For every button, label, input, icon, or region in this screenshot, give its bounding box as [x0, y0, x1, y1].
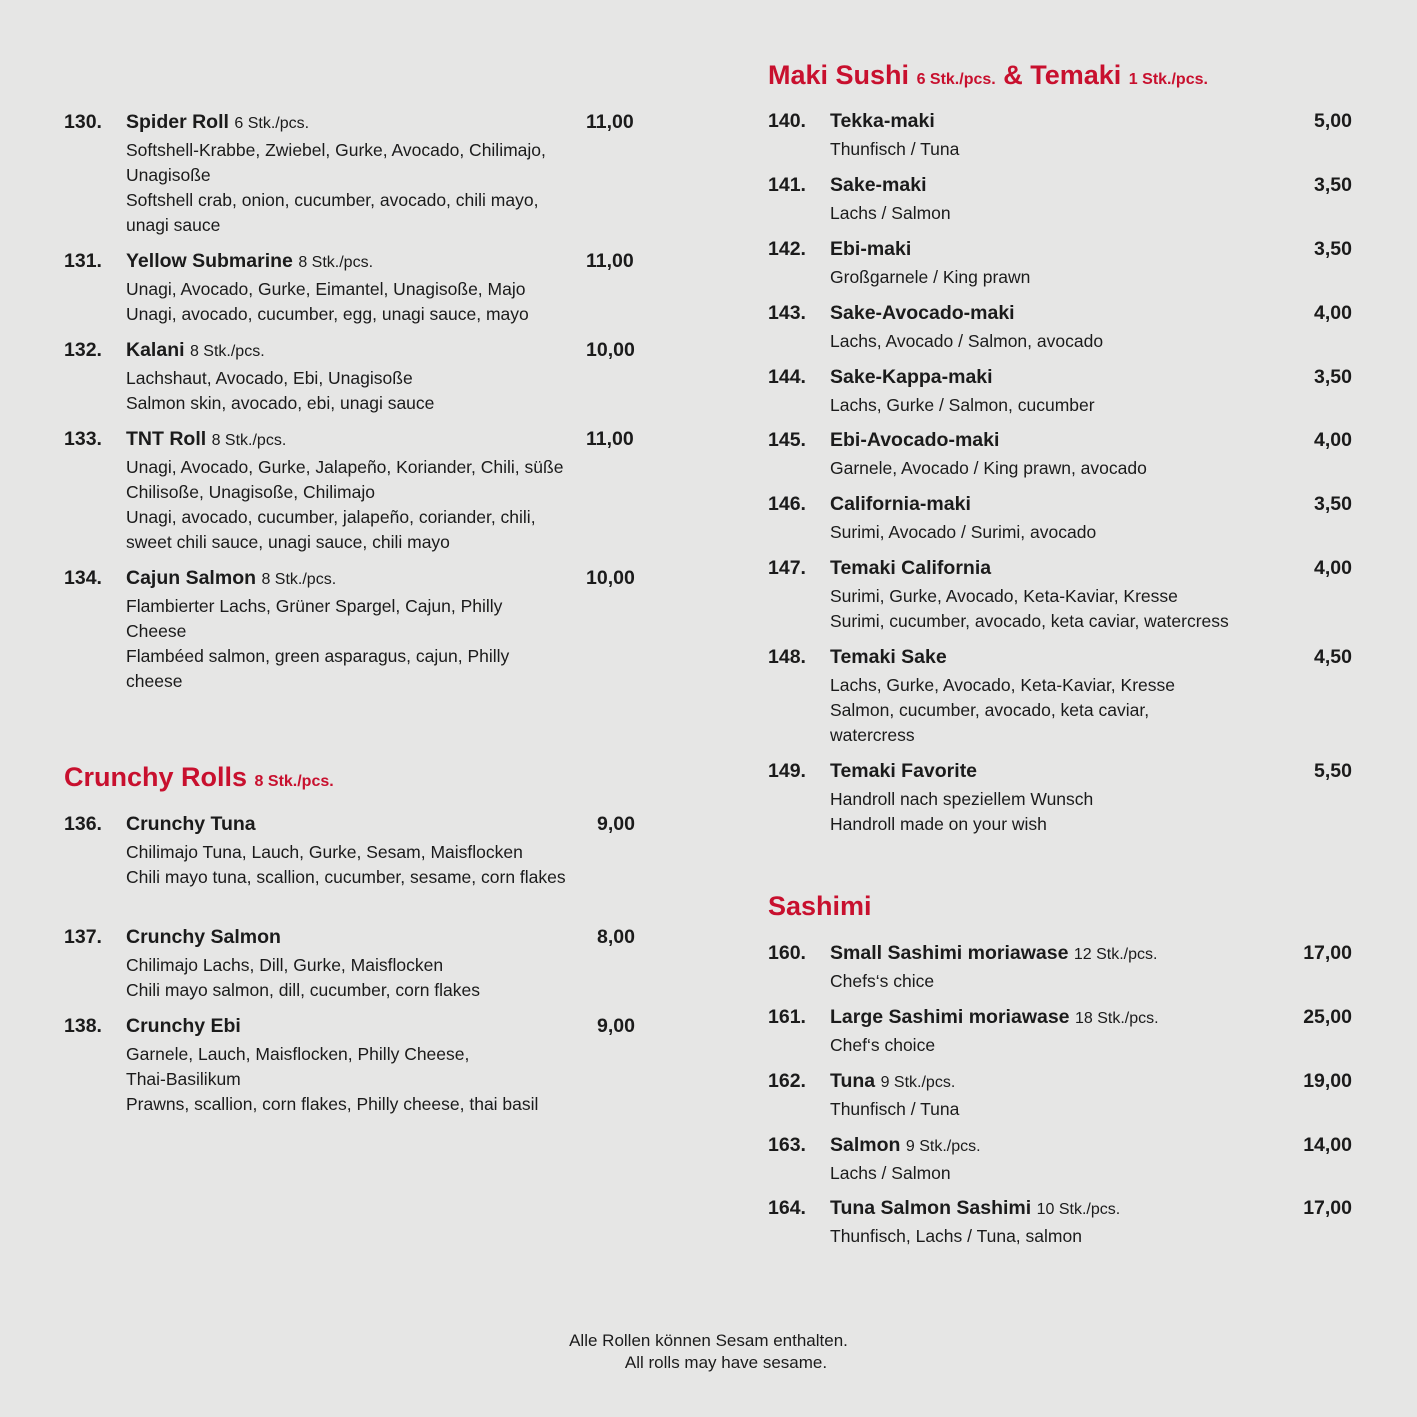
item-name: Sake-maki	[830, 174, 927, 196]
item-name: Large Sashimi moriawase 18 Stk./pcs.	[830, 1006, 1159, 1028]
item-description: Chef‘s choice	[830, 1035, 936, 1055]
menu-item-130	[64, 111, 654, 238]
item-name: Temaki Sake	[830, 646, 947, 668]
description-english: Salmon, cucumber, avocado, keta caviar, watercress	[830, 700, 1150, 745]
item-price: 14,00	[1303, 1134, 1352, 1156]
description-german: Unagi, Avocado, Gurke, Jalapeño, Koriander, Chili, süße Chilisoße, Unagisoße, Chilimajo	[126, 457, 564, 502]
description-german: Flambierter Lachs, Grüner Spargel, Cajun, Philly Cheese	[126, 596, 503, 641]
item-description: Chefs‘s chice	[830, 971, 935, 991]
item-number: 147.	[768, 557, 806, 579]
item-description	[126, 594, 566, 694]
description-german: Softshell-Krabbe, Zwiebel, Gurke, Avocado, Chilimajo, Unagisoße	[126, 140, 546, 185]
item-name: Ebi-Avocado-maki	[830, 429, 1000, 451]
item-description: Thunfisch / Tuna	[830, 1099, 960, 1119]
item-name: Sake-Kappa-maki	[830, 366, 993, 388]
description-english: Unagi, avocado, cucumber, jalapeño, coriander, chili, sweet chili sauce, unagi sauce, chili mayo	[126, 507, 536, 552]
item-number: 161.	[768, 1006, 806, 1028]
menu-item-133	[64, 428, 654, 555]
menu-item-140	[768, 110, 1358, 162]
item-pieces: 9 Stk./pcs.	[905, 1138, 981, 1155]
item-number: 137.	[64, 926, 102, 948]
item-price: 3,50	[1314, 366, 1352, 388]
item-number: 148.	[768, 646, 806, 668]
item-price: 3,50	[1314, 174, 1352, 196]
menu-item-136	[64, 813, 654, 890]
item-name: Yellow Submarine 8 Stk./pcs.	[126, 250, 374, 272]
item-number: 142.	[768, 238, 806, 260]
item-description	[830, 787, 1358, 837]
description-german: Surimi, Gurke, Avocado, Keta-Kaviar, Kresse	[830, 586, 1178, 606]
item-number: 164.	[768, 1197, 806, 1219]
item-name: Temaki Favorite	[830, 760, 978, 782]
section-pieces: 6 Stk./pcs.	[916, 71, 996, 88]
item-description: Lachs, Avocado / Salmon, avocado	[830, 331, 1104, 351]
description-german: Handroll nach speziellem Wunsch	[830, 789, 1094, 809]
item-price: 11,00	[586, 428, 634, 450]
menu-item-138	[64, 1015, 654, 1117]
item-name: Tuna 9 Stk./pcs.	[830, 1070, 956, 1092]
item-number: 130.	[64, 111, 102, 133]
item-price: 4,00	[1314, 557, 1352, 579]
item-number: 140.	[768, 110, 806, 132]
item-name: Salmon 9 Stk./pcs.	[830, 1134, 981, 1156]
item-number: 144.	[768, 366, 806, 388]
item-name: Ebi-maki	[830, 238, 912, 260]
item-name: Temaki California	[830, 557, 992, 579]
item-name: Kalani 8 Stk./pcs.	[126, 339, 265, 361]
section-title-maki-temaki: Maki Sushi 6 Stk./pcs. & Temaki 1 Stk./pcs.	[768, 60, 1208, 90]
item-number: 146.	[768, 493, 806, 515]
description-english: Salmon skin, avocado, ebi, unagi sauce	[126, 393, 435, 413]
item-price: 17,00	[1303, 942, 1352, 964]
menu-item-164	[768, 1197, 1358, 1249]
item-number: 134.	[64, 567, 102, 589]
item-name: Crunchy Salmon	[126, 926, 281, 948]
item-number: 133.	[64, 428, 102, 450]
item-price: 11,00	[586, 111, 634, 133]
item-name: Crunchy Ebi	[126, 1015, 241, 1037]
description-english: Flambéed salmon, green asparagus, cajun, Philly cheese	[126, 646, 510, 691]
item-price: 4,50	[1314, 646, 1352, 668]
item-description	[126, 953, 586, 1003]
item-description	[830, 584, 1358, 634]
item-price: 4,00	[1314, 302, 1352, 324]
menu-item-146	[768, 493, 1358, 545]
item-name: TNT Roll 8 Stk./pcs.	[126, 428, 287, 450]
item-pieces: 9 Stk./pcs.	[880, 1074, 956, 1091]
item-price: 11,00	[586, 250, 634, 272]
item-number: 145.	[768, 429, 806, 451]
item-description	[126, 277, 586, 327]
item-description	[830, 673, 1230, 748]
item-description	[126, 840, 566, 890]
description-german: Chilimajo Lachs, Dill, Gurke, Maisflocken	[126, 955, 444, 975]
description-english: Unagi, avocado, cucumber, egg, unagi sauce, mayo	[126, 304, 529, 324]
menu-item-161	[768, 1006, 1358, 1058]
menu-item-144	[768, 366, 1358, 418]
item-description: Lachs / Salmon	[830, 1163, 951, 1183]
menu-item-137	[64, 926, 654, 1003]
item-description: Thunfisch / Tuna	[830, 139, 960, 159]
menu-item-134	[64, 567, 654, 694]
item-price: 3,50	[1314, 238, 1352, 260]
menu-item-160	[768, 942, 1358, 994]
item-description: Garnele, Avocado / King prawn, avocado	[830, 458, 1147, 478]
item-description: Großgarnele / King prawn	[830, 267, 1031, 287]
item-number: 149.	[768, 760, 806, 782]
menu-item-145	[768, 429, 1358, 481]
item-number: 163.	[768, 1134, 806, 1156]
description-english: Softshell crab, onion, cucumber, avocado, chili mayo, unagi sauce	[126, 190, 539, 235]
menu-item-148	[768, 646, 1358, 748]
description-german: Lachs, Gurke, Avocado, Keta-Kaviar, Kresse	[830, 675, 1176, 695]
item-number: 143.	[768, 302, 806, 324]
menu-item-162	[768, 1070, 1358, 1122]
menu-item-163	[768, 1134, 1358, 1186]
item-name: Tekka-maki	[830, 110, 935, 132]
description-english: Handroll made on your wish	[830, 814, 1047, 834]
item-description: Lachs / Salmon	[830, 203, 951, 223]
item-name: California-maki	[830, 493, 971, 515]
item-description	[126, 1042, 586, 1117]
item-price: 4,00	[1314, 429, 1352, 451]
item-description	[126, 455, 586, 555]
footer-note	[0, 1330, 1417, 1374]
item-number: 138.	[64, 1015, 102, 1037]
description-english: Prawns, scallion, corn flakes, Philly cheese, thai basil	[126, 1094, 539, 1114]
description-english: Surimi, cucumber, avocado, keta caviar, watercress	[830, 611, 1229, 631]
item-pieces: 6 Stk./pcs.	[234, 115, 310, 132]
item-name: Crunchy Tuna	[126, 813, 256, 835]
item-description: Lachs, Gurke / Salmon, cucumber	[830, 395, 1095, 415]
section-title-sashimi: Sashimi	[768, 891, 872, 921]
item-number: 132.	[64, 339, 102, 361]
item-price: 10,00	[586, 339, 635, 361]
item-price: 8,00	[597, 926, 635, 948]
item-name: Sake-Avocado-maki	[830, 302, 1015, 324]
menu-item-147	[768, 557, 1358, 634]
item-name: Cajun Salmon 8 Stk./pcs.	[126, 567, 337, 589]
description-german: Unagi, Avocado, Gurke, Eimantel, Unagisoße, Majo	[126, 279, 526, 299]
description-german: Garnele, Lauch, Maisflocken, Philly Cheese, Thai-Basilikum	[126, 1044, 470, 1089]
item-number: 136.	[64, 813, 102, 835]
item-price: 19,00	[1303, 1070, 1352, 1092]
item-number: 162.	[768, 1070, 806, 1092]
item-number: 131.	[64, 250, 102, 272]
menu-item-149	[768, 760, 1358, 837]
footer-note-german: Alle Rollen können Sesam enthalten.	[569, 1331, 848, 1350]
menu-item-141	[768, 174, 1358, 226]
item-price: 9,00	[597, 1015, 635, 1037]
menu-item-131	[64, 250, 654, 327]
item-description: Thunfisch, Lachs / Tuna, salmon	[830, 1226, 1082, 1246]
item-price: 17,00	[1303, 1197, 1352, 1219]
item-name: Small Sashimi moriawase 12 Stk./pcs.	[830, 942, 1158, 964]
description-german: Chilimajo Tuna, Lauch, Gurke, Sesam, Maisflocken	[126, 842, 523, 862]
description-english: Chili mayo salmon, dill, cucumber, corn flakes	[126, 980, 481, 1000]
menu-item-132	[64, 339, 654, 416]
item-name: Tuna Salmon Sashimi 10 Stk./pcs.	[830, 1197, 1121, 1219]
item-pieces: 10 Stk./pcs.	[1036, 1201, 1121, 1218]
description-english: Chili mayo tuna, scallion, cucumber, sesame, corn flakes	[126, 867, 566, 887]
item-description: Surimi, Avocado / Surimi, avocado	[830, 522, 1097, 542]
item-pieces: 8 Stk./pcs.	[261, 571, 337, 588]
item-pieces: 18 Stk./pcs.	[1074, 1010, 1159, 1027]
section-pieces: 8 Stk./pcs.	[254, 773, 334, 790]
item-number: 160.	[768, 942, 806, 964]
item-pieces: 12 Stk./pcs.	[1073, 946, 1158, 963]
section-pieces: 1 Stk./pcs.	[1128, 71, 1208, 88]
menu-item-143	[768, 302, 1358, 354]
item-pieces: 8 Stk./pcs.	[189, 343, 265, 360]
item-price: 5,00	[1314, 110, 1352, 132]
item-pieces: 8 Stk./pcs.	[211, 432, 287, 449]
item-name: Spider Roll 6 Stk./pcs.	[126, 111, 310, 133]
item-description	[126, 366, 586, 416]
item-price: 25,00	[1303, 1006, 1352, 1028]
menu-item-142	[768, 238, 1358, 290]
item-price: 9,00	[597, 813, 635, 835]
item-price: 3,50	[1314, 493, 1352, 515]
item-price: 5,50	[1314, 760, 1352, 782]
item-price: 10,00	[586, 567, 635, 589]
section-title-crunchy-rolls: Crunchy Rolls 8 Stk./pcs.	[64, 762, 334, 792]
item-pieces: 8 Stk./pcs.	[298, 254, 374, 271]
description-german: Lachshaut, Avocado, Ebi, Unagisoße	[126, 368, 413, 388]
item-description	[126, 138, 586, 238]
footer-note-english: All rolls may have sesame.	[624, 1353, 828, 1372]
item-number: 141.	[768, 174, 806, 196]
